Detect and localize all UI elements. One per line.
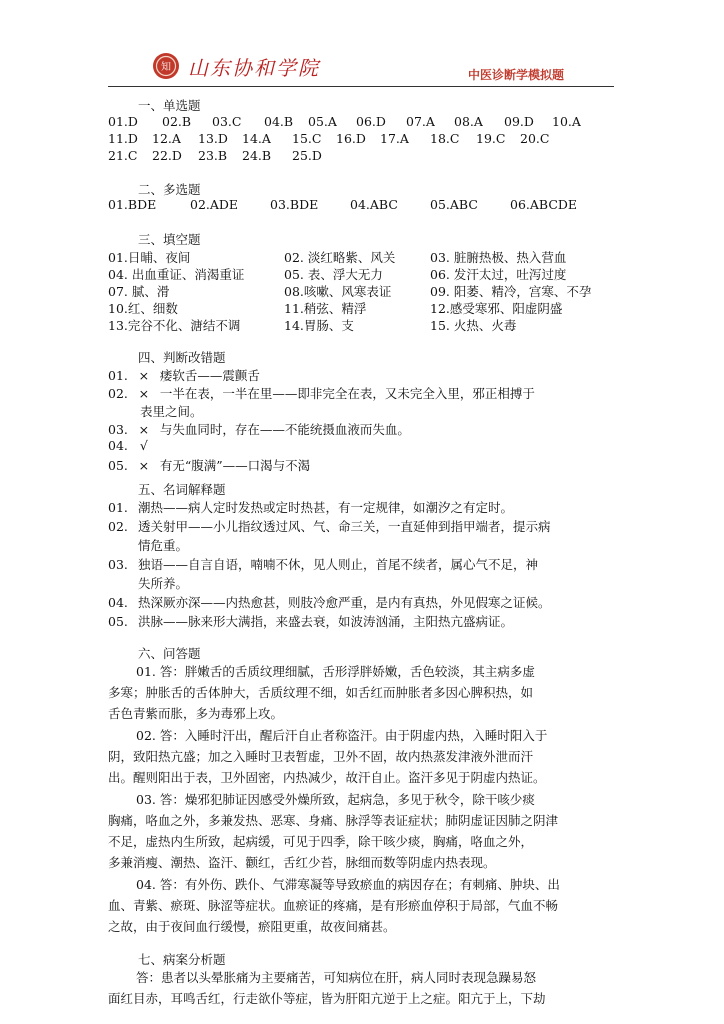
svg-text:知: 知 xyxy=(161,62,171,73)
item-number: 04. xyxy=(108,438,128,453)
document-title: 中医诊断学模拟题 xyxy=(468,68,565,82)
answer-item: 15.C xyxy=(292,131,322,146)
section-title-qa: 六、问答题 xyxy=(138,646,201,661)
qa-line: 阴，致阳热亢盛；加之入睡时卫表暂虚，卫外不固，故内热蒸发津液外泄而汗 xyxy=(108,749,534,764)
answer-item: 04.B xyxy=(264,114,294,129)
item-number: 04. xyxy=(108,595,128,610)
answer-item: 04. 出血重证、消渴重证 xyxy=(108,267,245,282)
answer-item: 02. 淡红略紫、风关 xyxy=(284,250,396,265)
answer-item: 01.D xyxy=(108,114,138,129)
answer-item: 09.D xyxy=(504,114,534,129)
qa-line: 血、青紫、瘀斑、脉涩等症状。血瘀证的疼痛，是有形瘀血停积于局部，气血不畅 xyxy=(108,898,559,913)
case-line: 面红目赤，耳鸣舌红，行走欲仆等症，皆为肝阳亢逆于上之症。阳亢于上，下劫 xyxy=(108,991,546,1006)
judge-item xyxy=(108,438,156,453)
answer-item: 16.D xyxy=(336,131,366,146)
school-name: 山东协和学院 xyxy=(188,56,320,80)
term-text: 热深厥亦深——内热愈甚，则肢冷愈严重，是内有真热，外见假寒之证候。 xyxy=(138,595,551,610)
answer-item: 20.C xyxy=(520,131,550,146)
qa-line: 多兼消瘦、潮热、盗汗、颧红，舌红少苔，脉细而数等阴虚内热表现。 xyxy=(108,855,496,870)
term-text: 独语——自言自语，喃喃不休，见人则止，首尾不续者，属心气不足，神 xyxy=(138,557,539,572)
answer-item: 06.D xyxy=(356,114,386,129)
answer-item: 11.稍弦、精浮 xyxy=(284,301,367,316)
section-title-fill-blank: 三、填空题 xyxy=(138,232,201,247)
qa-line: 胸痛，咯血之外，多兼发热、恶寒、身痛、脉浮等表证症状；肺阴虚证因肺之阴津 xyxy=(108,813,559,828)
page-header xyxy=(0,0,724,92)
answer-item: 23.B xyxy=(198,148,228,163)
answer-item: 02.B xyxy=(162,114,192,129)
term-item xyxy=(108,498,513,516)
answer-item: 17.A xyxy=(380,131,409,146)
answer-item: 19.C xyxy=(476,131,506,146)
answer-item: 06.ABCDE xyxy=(510,197,578,212)
item-number: 05. xyxy=(108,458,128,473)
answer-item: 01.日晡、夜间 xyxy=(108,250,191,265)
term-text: 透关射甲——小儿指纹透过风、气、命三关，一直延伸到指甲端者，提示病 xyxy=(138,519,551,534)
header-divider xyxy=(108,86,614,87)
judge-item xyxy=(108,384,535,402)
item-number: 03. xyxy=(108,557,128,572)
answer-item: 05.ABC xyxy=(430,197,478,212)
judge-item xyxy=(108,366,260,384)
school-logo-icon xyxy=(152,52,180,80)
qa-line: 舌色青紫而胀，多为毒邪上攻。 xyxy=(108,706,284,721)
answer-item: 10.红、细数 xyxy=(108,301,178,316)
qa-line: 04. 答：有外伤、跌仆、气滞寒凝等导致瘀血的病因存在；有刺痛、肿块、出 xyxy=(136,877,560,892)
judge-item-continuation: 表里之间。 xyxy=(140,404,203,419)
qa-line: 03. 答：燥邪犯肺证因感受外燥所致，起病急，多见于秋令，除干咳少痰 xyxy=(136,792,535,807)
answer-item: 11.D xyxy=(108,131,138,146)
term-text: 洪脉——脉来形大满指，来盛去衰，如波涛汹涌，主阳热亢盛病证。 xyxy=(138,614,514,629)
judge-text: 与失血同时，存在——不能统摄血液而失血。 xyxy=(159,422,410,437)
judge-text: 一半在表，一半在里——即非完全在表，又未完全入里，邪正相搏于 xyxy=(159,386,535,401)
answer-item: 08.咳嗽、风寒表证 xyxy=(284,284,392,299)
answer-item: 03.BDE xyxy=(270,197,319,212)
section-title-multi-choice: 二、多选题 xyxy=(138,182,201,197)
answer-item: 24.B xyxy=(242,148,272,163)
answer-item: 14.胃肠、支 xyxy=(284,318,354,333)
answer-item: 25.D xyxy=(292,148,322,163)
judge-mark: √ xyxy=(139,438,148,453)
judge-mark: × xyxy=(138,422,150,437)
item-number: 01. xyxy=(108,500,128,515)
answer-item: 15. 火热、火毒 xyxy=(430,318,517,333)
qa-line: 02. 答：入睡时汗出，醒后汗自止者称盗汗。由于阴虚内热，入睡时阳入于 xyxy=(136,728,548,743)
answer-item: 08.A xyxy=(454,114,483,129)
answer-item: 21.C xyxy=(108,148,138,163)
term-item xyxy=(108,612,513,630)
qa-line: 01. 答：胖嫩舌的舌质纹理细腻，舌形浮胖娇嫩，舌色较淡，其主病多虚 xyxy=(136,664,535,679)
answer-item: 09. 阳萎、精冷，宫寒、不孕 xyxy=(430,284,592,299)
judge-text: 有无“腹满”——口渴与不渴 xyxy=(159,458,311,473)
item-number: 02. xyxy=(108,386,128,401)
item-number: 05. xyxy=(108,614,128,629)
answer-item: 03. 脏腑热极、热入营血 xyxy=(430,250,567,265)
item-number: 03. xyxy=(108,422,128,437)
answer-item: 06. 发汗太过，吐泻过度 xyxy=(430,267,567,282)
answer-item: 14.A xyxy=(242,131,271,146)
term-item-continuation: 情危重。 xyxy=(138,538,189,553)
term-text: 潮热——病人定时发热或定时热甚，有一定规律，如潮汐之有定时。 xyxy=(138,500,514,515)
answer-item: 04.ABC xyxy=(350,197,398,212)
answer-item: 05.A xyxy=(308,114,337,129)
answer-item: 12.感受寒邪、阳虚阴盛 xyxy=(430,301,563,316)
term-item xyxy=(108,517,551,535)
answer-item: 13.完谷不化、溏结不调 xyxy=(108,318,241,333)
answer-item: 12.A xyxy=(152,131,181,146)
section-title-terms: 五、名词解释题 xyxy=(138,482,226,497)
judge-text: 痿软舌——震颤舌 xyxy=(159,368,260,383)
answer-item: 03.C xyxy=(212,114,242,129)
section-title-case-analysis: 七、病案分析题 xyxy=(138,952,226,967)
section-title-single-choice: 一、单选题 xyxy=(138,98,201,113)
judge-item xyxy=(108,456,310,474)
answer-item: 02.ADE xyxy=(190,197,239,212)
qa-line: 不足，虚热内生所致，起病缓，可见于四季，除干咳少痰，胸痛，咯血之外， xyxy=(108,834,534,849)
answer-item: 10.A xyxy=(552,114,581,129)
judge-mark: × xyxy=(138,368,150,383)
judge-item xyxy=(108,420,410,438)
qa-line: 出。醒则阳出于表，卫外固密，内热减少，故汗自止。盗汗多见于阴虚内热证。 xyxy=(108,770,546,785)
answer-item: 07.A xyxy=(406,114,435,129)
term-item-continuation: 失所养。 xyxy=(138,576,189,591)
answer-item: 01.BDE xyxy=(108,197,157,212)
answer-item: 05. 表、浮大无力 xyxy=(284,267,383,282)
qa-line: 之故，由于夜间血行缓慢，瘀阻更重，故夜间痛甚。 xyxy=(108,919,396,934)
term-item xyxy=(108,593,551,611)
answer-item: 07. 腻、滑 xyxy=(108,284,170,299)
answer-item: 18.C xyxy=(430,131,460,146)
answer-item: 13.D xyxy=(198,131,228,146)
answer-item: 22.D xyxy=(152,148,182,163)
term-item xyxy=(108,555,538,573)
item-number: 01. xyxy=(108,368,128,383)
qa-line: 多寒；肿胀舌的舌体肿大，舌质纹理不细，如舌红而肿胀者多因心脾积热，如 xyxy=(108,685,534,700)
judge-mark: × xyxy=(138,458,150,473)
judge-mark: × xyxy=(138,386,150,401)
case-line: 答：患者以头晕胀痛为主要痛苦，可知病位在肝，病人同时表现急躁易怒 xyxy=(136,970,537,985)
section-title-true-false: 四、判断改错题 xyxy=(138,350,226,365)
item-number: 02. xyxy=(108,519,128,534)
